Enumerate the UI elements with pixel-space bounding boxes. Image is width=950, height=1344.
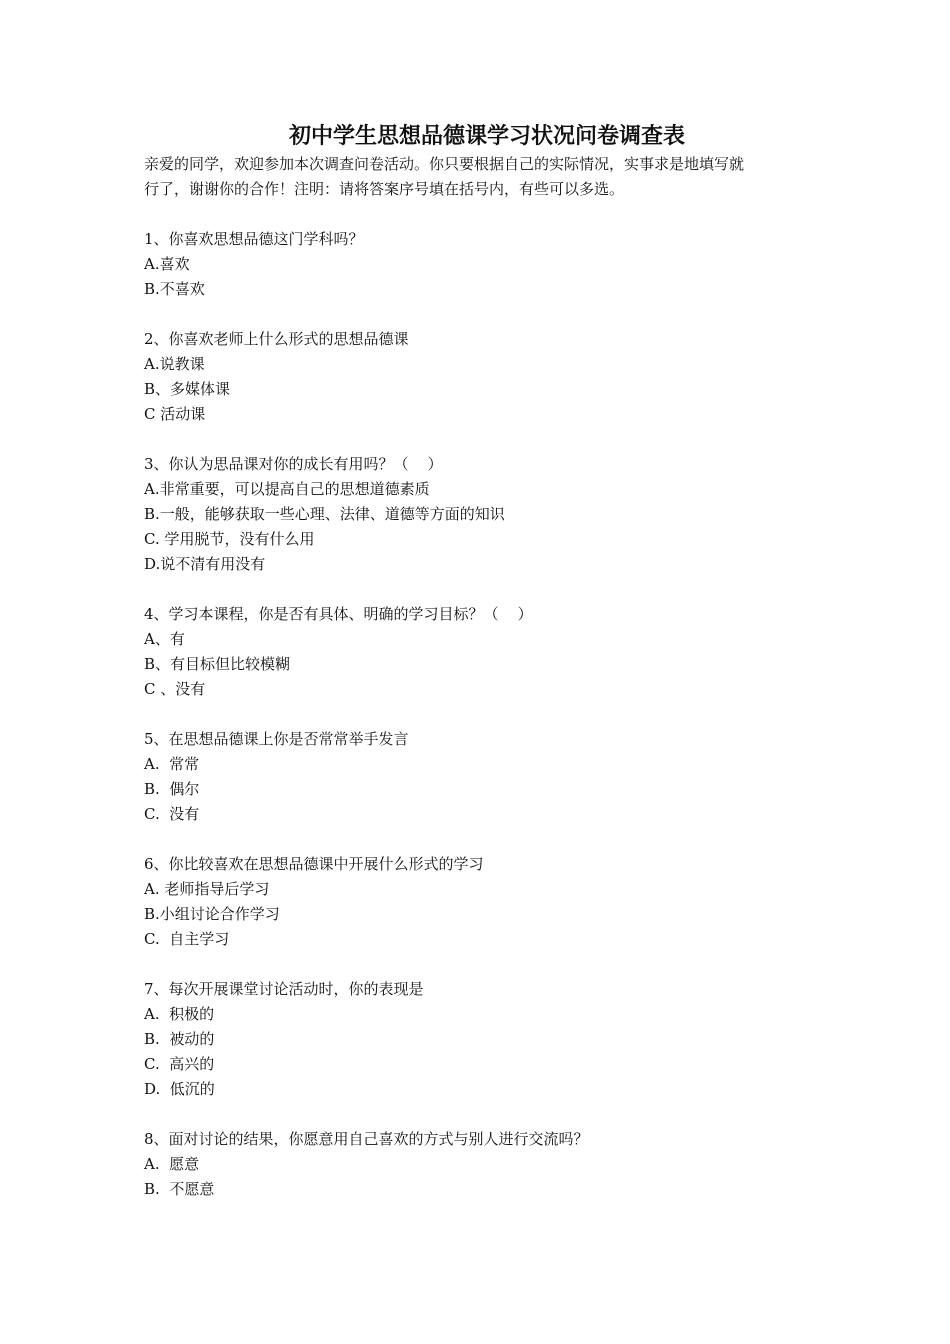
answer-option: B. 偶尔 xyxy=(144,780,200,798)
question-text: 3、你认为思品课对你的成长有用吗？（ ） xyxy=(144,455,443,473)
answer-option: A. 积极的 xyxy=(144,1005,215,1023)
question-block-2 xyxy=(144,327,816,427)
question-text: 7、每次开展课堂讨论活动时，你的表现是 xyxy=(144,980,424,998)
answer-option: A. 常常 xyxy=(144,755,200,773)
answer-option: C 、没有 xyxy=(144,680,206,698)
answer-option: B. 被动的 xyxy=(144,1030,215,1048)
answer-option: D. 低沉的 xyxy=(144,1080,215,1098)
intro-line-2: 行了，谢谢你的合作！注明：请将答案序号填在括号内，有些可以多选。 xyxy=(144,180,625,198)
answer-option: C. 学用脱节，没有什么用 xyxy=(144,530,315,548)
question-list xyxy=(144,227,816,1202)
answer-option: B. 不愿意 xyxy=(144,1180,215,1198)
question-block-5 xyxy=(144,727,816,827)
answer-option: A. 老师指导后学习 xyxy=(144,880,270,898)
answer-option: B.一般，能够获取一些心理、法律、道德等方面的知识 xyxy=(144,505,505,523)
question-text: 1、你喜欢思想品德这门学科吗？ xyxy=(144,230,364,248)
question-text: 2、你喜欢老师上什么形式的思想品德课 xyxy=(144,330,409,348)
answer-option: C. 高兴的 xyxy=(144,1055,215,1073)
answer-option: B.不喜欢 xyxy=(144,280,205,298)
answer-option: A、有 xyxy=(144,630,185,648)
question-text: 5、在思想品德课上你是否常常举手发言 xyxy=(144,730,409,748)
answer-option: C 活动课 xyxy=(144,405,206,423)
question-text: 8、面对讨论的结果，你愿意用自己喜欢的方式与别人进行交流吗？ xyxy=(144,1130,589,1148)
answer-option: A. 愿意 xyxy=(144,1155,200,1173)
question-block-1 xyxy=(144,227,816,302)
answer-option: B.小组讨论合作学习 xyxy=(144,905,280,923)
question-text: 4、学习本课程，你是否有具体、明确的学习目标？（ ） xyxy=(144,605,533,623)
question-block-7 xyxy=(144,977,816,1102)
question-block-8 xyxy=(144,1127,816,1202)
answer-option: C. 没有 xyxy=(144,805,200,823)
document-title: 初中学生思想品德课学习状况问卷调查表 xyxy=(288,123,685,149)
question-block-3 xyxy=(144,452,816,577)
question-text: 6、你比较喜欢在思想品德课中开展什么形式的学习 xyxy=(144,855,484,873)
question-block-4 xyxy=(144,602,816,702)
intro-line-1: 亲爱的同学，欢迎参加本次调查问卷活动。你只要根据自己的实际情况，实事求是地填写就 xyxy=(144,155,745,173)
question-block-6 xyxy=(144,852,816,952)
document-page xyxy=(144,120,816,1202)
answer-option: A.说教课 xyxy=(144,355,205,373)
answer-option: A.非常重要，可以提高自己的思想道德素质 xyxy=(144,480,430,498)
answer-option: C. 自主学习 xyxy=(144,930,230,948)
answer-option: D.说不清有用没有 xyxy=(144,555,266,573)
answer-option: B、有目标但比较模糊 xyxy=(144,655,291,673)
answer-option: A.喜欢 xyxy=(144,255,190,273)
answer-option: B、多媒体课 xyxy=(144,380,231,398)
